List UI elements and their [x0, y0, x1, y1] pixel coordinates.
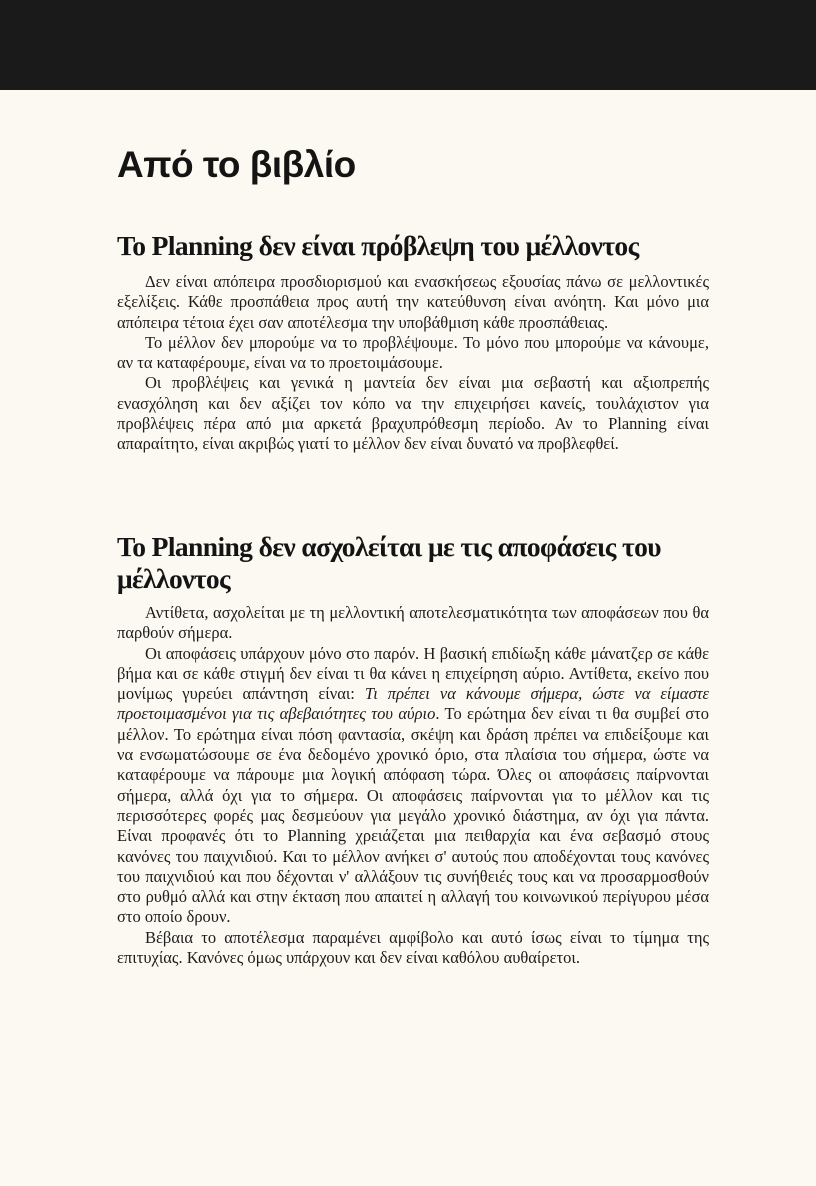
page-title: Από το βιβλίο: [117, 144, 356, 185]
book-page: [0, 90, 816, 1186]
paragraph: Αντίθετα, ασχολείται με τη μελλοντική αποτελεσματικότητα των αποφάσεων που θα παρθούν σήμερα.: [117, 603, 709, 643]
section-decisions: [117, 531, 709, 968]
section-heading: Το Planning δεν είναι πρόβλεψη του μέλλοντος: [117, 230, 639, 261]
paragraph: Το μέλλον δεν μπορούμε να το προβλέψουμε. Το μόνο που μπορούμε να κάνουμε, αν τα καταφέρουμε, είναι να το προετοιμάσουμε.: [117, 332, 709, 373]
paragraph: Βέβαια το αποτέλεσμα παραμένει αμφίβολο και αυτό ίσως είναι το τίμημα της επιτυχίας. Κανόνες όμως υπάρχουν και δεν είναι καθόλου αυθαίρετοι.: [117, 927, 709, 968]
paragraph: Δεν είναι απόπειρα προσδιορισμού και ενασκήσεως εξουσίας πάνω σε μελλοντικές εξελίξεις. Κάθε προσπάθεια προς αυτή την κατεύθυνση είναι ανόητη. Και μόνο μια απόπειρα τέτοια έχει σαν αποτέλεσμα την υποβάθμιση κάθε προσπάθειας.: [117, 272, 709, 332]
paragraph: Οι προβλέψεις και γενικά η μαντεία δεν είναι μια σεβαστή και αξιοπρεπής ενασχόληση και δεν αξίζει τον κόπο να την επιχειρήσει κανείς, τουλάχιστον για προβλέψεις πέρα από μια αρκετά βραχυπρόθεσμη περίοδο. Αν το Planning είναι απαραίτητο, είναι ακριβώς γιατί το μέλλον δεν είναι δυνατό να προβλεφθεί.: [117, 373, 709, 454]
emphasized-question: Τι πρέπει να κάνουμε σήμερα, ώστε να είμαστε προετοιμασμένοι για τις αβεβαιότητες του αύριο: [117, 684, 709, 724]
top-dark-band: [0, 0, 816, 90]
paragraph-lead-text: Οι αποφάσεις υπάρχουν μόνο στο παρόν. Η βασική επιδίωξη κάθε μάνατζερ σε κάθε βήμα και σε κάθε στιγμή δεν είναι τι θα κάνει η επιχείρηση αύριο. Αντίθετα, εκείνο που μονίμως γυρεύει απάντηση είναι:: [117, 643, 709, 704]
section-forecasting: [117, 230, 709, 455]
paragraph-continuation-text: . Το ερώτημα δεν είναι τι θα συμβεί στο μέλλον. Το ερώτημα είναι πόση φαντασία, σκέψη και δράση πρέπει να επιδείξουμε και να ενσωματώσουμε σε ένα δεδομένο χρονικό όριο, στα πλαίσια του σήμερα, ώστε να καταφέρουμε να πάρουμε μια λογική απόφαση τώρα. Όλες οι αποφάσεις παίρνονται σήμερα, αλλά όχι για το σήμερα. Οι αποφάσεις παίρνονται για το μέλλον και τις περισσότερες φορές μας δεσμεύουν για μεγάλο χρονικό διάστημα, αν όχι για πάντα. Είναι προφανές ότι το Planning χρειάζεται μια πειθαρχία και ένα σεβασμό στους κανόνες του παιχνιδιού. Και το μέλλον ανήκει σ' αυτούς που αποδέχονται τους κανόνες του παιχνιδιού και που δέχονται ν' αλλάξουν τις συνήθειές τους και να προσαρμοσθούν στο ρυθμό αλλά και στην έκταση που απαιτεί η αλλαγή του κοινωνικού περίγυρου μέσα στο οποίο δρουν.: [117, 704, 710, 927]
section-heading: Το Planning δεν ασχολείται με τις αποφάσεις του μέλλοντος: [117, 531, 661, 594]
paragraph: [117, 644, 709, 928]
